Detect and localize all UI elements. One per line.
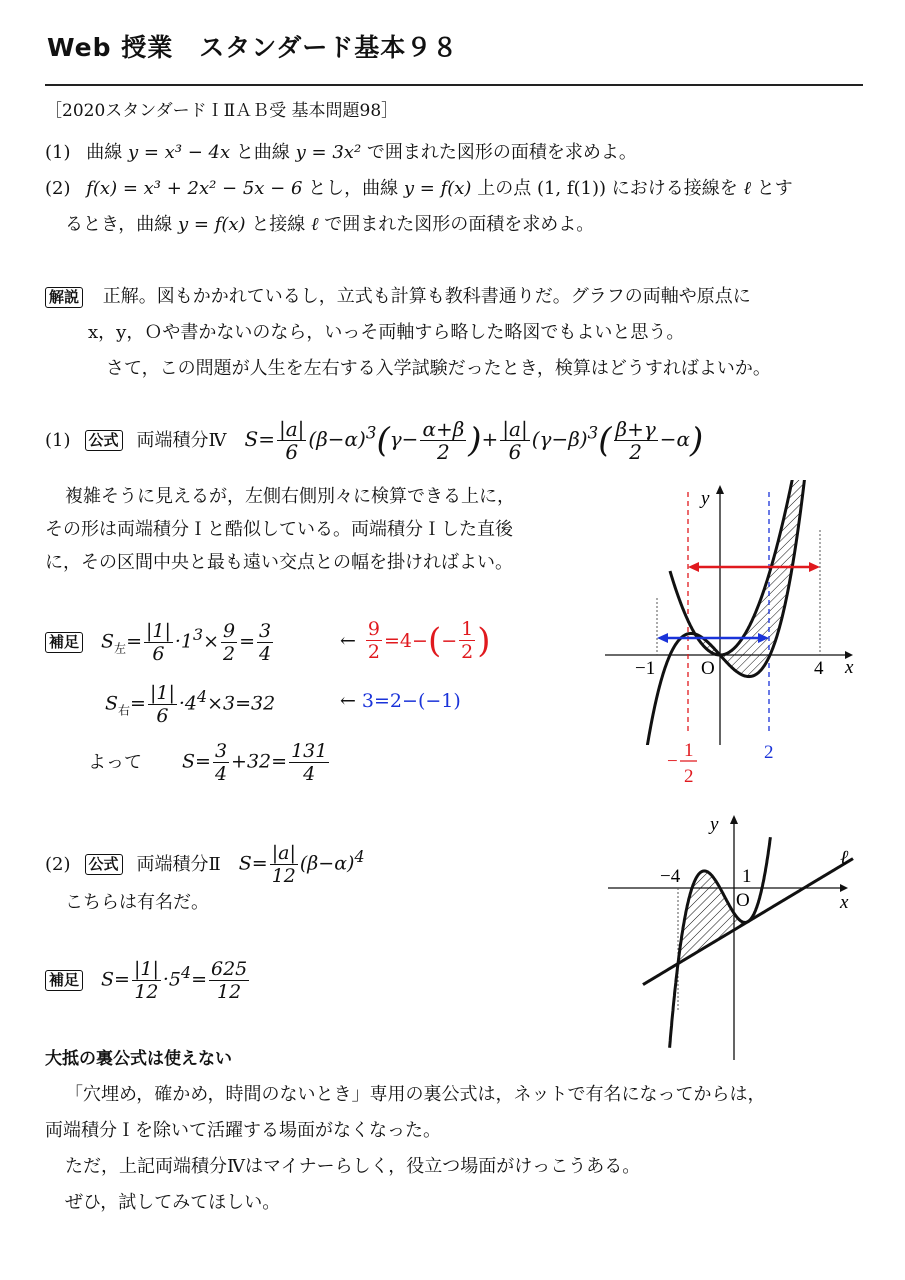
part2-desc: こちらは有名だ。 — [65, 892, 209, 913]
graph2-y-label: y — [710, 814, 719, 835]
therefore-label: よって — [88, 751, 142, 773]
commentary-line1 — [45, 284, 751, 310]
problem-2-ell: ℓ — [743, 178, 752, 199]
problem-2-line2-a: るとき，曲線 — [65, 214, 173, 235]
part1-result: よって S= $\frac{3}{4}$ +32= $\frac{131}{4}$ — [88, 740, 328, 785]
graph1-origin-label: O — [701, 658, 715, 679]
commentary-text1: 正解。図もかかれているし，立式も計算も教科書通りだ。グラフの両軸や原点に — [102, 286, 751, 307]
part1-desc3: に，その区間中央と最も遠い交点との幅を掛ければよい。 — [45, 552, 513, 573]
problem-2-line2-b: と接線 — [251, 214, 306, 235]
commentary-line2: x，y，Ｏや書かないのなら，いっそ両軸すら略した略図でもよいと思う。 — [88, 322, 685, 343]
part2-formula: (2) 公式 両端積分Ⅱ S= $\frac{|a|}{12}$ $(\beta-\alpha)^4$ — [45, 842, 365, 887]
part2-hosoku-badge: 補足 — [45, 970, 83, 991]
graph1-blue-mark: 2 — [764, 742, 774, 763]
problem-2-text-c: における接線を — [611, 178, 738, 199]
problem-1-eq1: y = x³ − 4x — [127, 142, 231, 163]
problem-2 — [45, 176, 793, 202]
graph1-red-mark-num: 1 — [684, 740, 694, 761]
part2-formula-name: 両端積分Ⅱ — [136, 853, 221, 875]
problem-2-label: (2) — [45, 178, 71, 199]
graph2-figure — [600, 810, 865, 1065]
graph1-x-label: x — [845, 657, 854, 678]
part1-badge: 公式 — [85, 430, 123, 451]
problem-2-eq1: f(x) = x³ + 2x² − 5x − 6 — [86, 178, 303, 199]
part1-hosoku-left: 補足 $S_左=$ $\frac{|1|}{6}$ $\cdot 1^3\times$ $\frac{9}{2}$ = $\frac{3}{4}$ — [45, 620, 275, 665]
title-divider — [45, 84, 863, 86]
s-left-subscript: 左 — [114, 641, 127, 656]
formula-iv-expression: S= $\frac{|a|}{6}$ $(\beta-\alpha)^3(\gamma-$ $\frac{\alpha+\beta}{2}$ )+ $\frac{|a|}{6}$ $(\gamma-\beta)^3$( $\frac{\beta+\gamma}{2}$ −α) — [244, 417, 704, 464]
part1-hosoku-right: $S_右=$ $\frac{|1|}{6}$ $\cdot 4^4\times 3=32$ — [105, 682, 276, 727]
blue-check-note: ← 3=2−(−1) — [340, 690, 461, 712]
part2-badge: 公式 — [85, 854, 123, 875]
page-title: Web 授業 スタンダード基本９８ — [47, 33, 459, 62]
problem-1-text-a: 曲線 — [86, 142, 123, 163]
part1-formula-name: 両端積分Ⅳ — [136, 429, 227, 451]
commentary-line3: さて，この問題が人生を左右する入学試験だったとき，検算はどうすればよいか。 — [106, 358, 771, 379]
problem-1 — [45, 140, 637, 166]
graph1-y-label: y — [701, 488, 710, 509]
problem-1-eq2: y = 3x² — [295, 142, 362, 163]
problem-2-eq2: y = f(x) — [403, 178, 472, 199]
closing-line2: 両端積分Ｉを除いて活躍する場面がなくなった。 — [45, 1120, 441, 1141]
graph1-tick-4: 4 — [814, 658, 824, 679]
closing-line4: ぜひ，試してみてほしい。 — [65, 1192, 281, 1213]
graph2-tick-minus4: −4 — [660, 866, 681, 887]
problem-2-line2 — [65, 212, 594, 238]
red-check-note: ← $\frac{9}{2}$ =4− ( − $\frac{1}{2}$ ) — [340, 618, 491, 663]
graph2-x-label: x — [840, 892, 849, 913]
closing-heading: 大抵の裏公式は使えない — [45, 1049, 232, 1069]
commentary-badge: 解説 — [45, 287, 83, 308]
problem-1-text-c: で囲まれた図形の面積を求めよ。 — [366, 142, 637, 163]
graph1-red-mark-sign: − — [667, 751, 678, 772]
part2-hosoku: 補足 S= $\frac{|1|}{12}$ $\cdot 5^4=$ $\frac{625}{12}$ — [45, 958, 251, 1003]
closing-line3: ただ，上記両端積分Ⅳはマイナーらしく，役立つ場面がけっこうある。 — [65, 1156, 641, 1177]
part1-label: (1) — [45, 429, 71, 451]
part1-hosoku-badge: 補足 — [45, 632, 83, 653]
graph1-tick-minus1: −1 — [635, 658, 656, 679]
graph1-figure — [595, 480, 865, 800]
closing-line1: 「穴埋め，確かめ，時間のないとき」専用の裏公式は，ネットで有名になってからは， — [65, 1084, 766, 1105]
source-reference: ［2020スタンダードＩⅡＡＢ受 基本問題98］ — [45, 101, 399, 121]
part1-formula — [45, 418, 703, 463]
problem-1-text-b: と曲線 — [235, 142, 290, 163]
problem-2-text-a: とし，曲線 — [308, 178, 399, 199]
part1-desc2: その形は両端積分Ｉと酷似している。両端積分Ｉした直後 — [45, 519, 513, 540]
problem-2-eq3: (1, f(1)) — [536, 178, 607, 199]
problem-2-line2-c: で囲まれた図形の面積を求めよ。 — [324, 214, 595, 235]
graph1-red-mark-den: 2 — [684, 766, 694, 787]
graph2-tick-1: 1 — [742, 866, 752, 887]
problem-1-label: (1) — [45, 142, 71, 163]
graph2-origin-label: O — [736, 890, 750, 911]
problem-2-line2-eq: y = f(x) — [178, 214, 246, 235]
s-right-subscript: 右 — [118, 703, 131, 718]
problem-2-line2-ell: ℓ — [311, 214, 319, 235]
graph2-ell-label: ℓ — [840, 847, 849, 869]
problem-2-text-b: 上の点 — [477, 178, 532, 199]
problem-2-text-d: とす — [756, 178, 793, 199]
part2-label: (2) — [45, 853, 71, 875]
part1-desc1: 複雑そうに見えるが，左側右側別々に検算できる上に， — [65, 486, 515, 507]
